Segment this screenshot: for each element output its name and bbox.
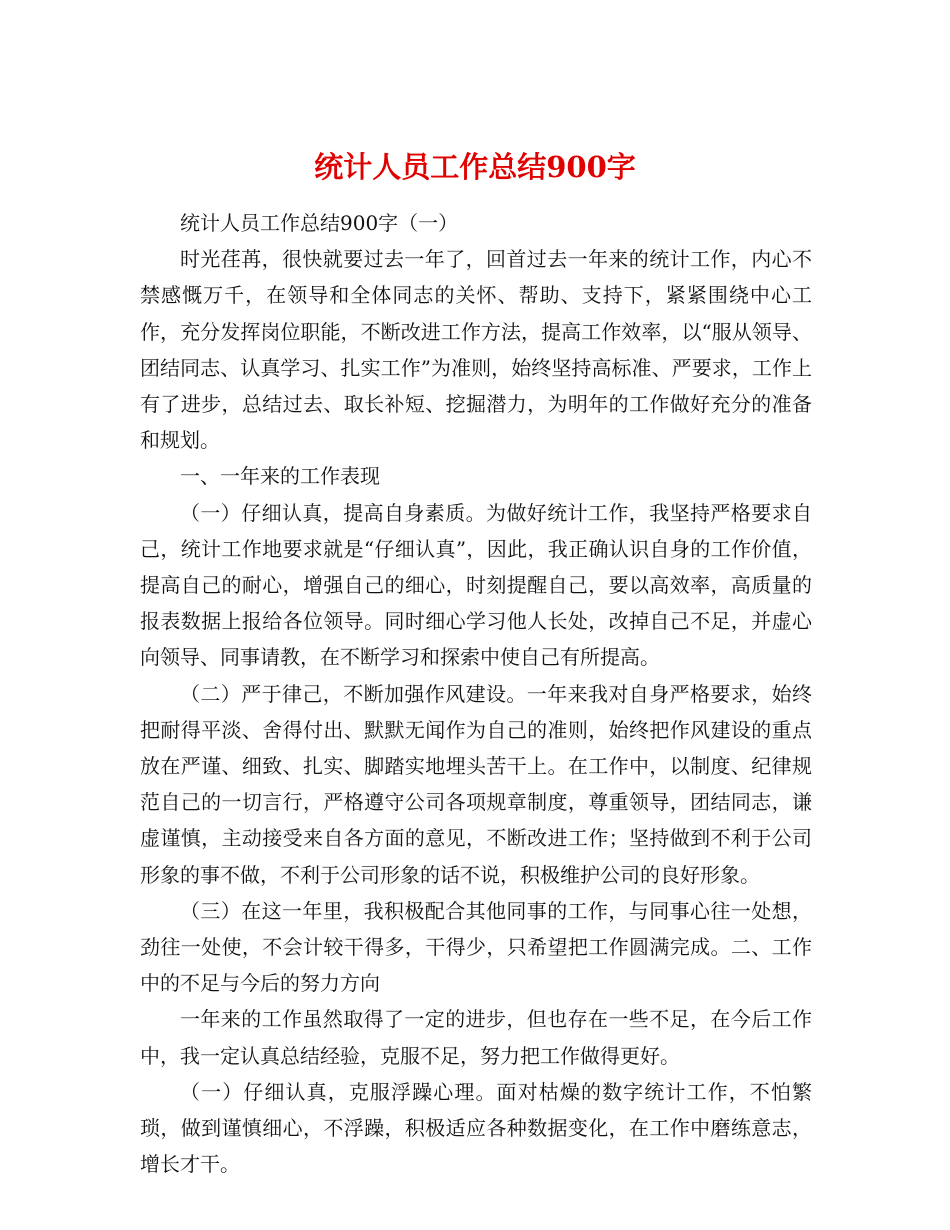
paragraph: 时光荏苒，很快就要过去一年了，回首过去一年来的统计工作，内心不禁感慨万千，在领导和全体同志的关怀、帮助、支持下，紧紧围绕中心工作，充分发挥岗位职能，不断改进工作方法，提高工作效率，以“服从领导、团结同志、认真学习、扎实工作”为准则，始终坚持高标准、严要求，工作上有了进步，总结过去、取长补短、挖掘潜力，为明年的工作做好充分的准备和规划。 [140,247,812,453]
paragraph: （二）严于律己，不断加强作风建设。一年来我对自身严格要求，始终把耐得平淡、舍得付出、默默无闻作为自己的准则，始终把作风建设的重点放在严谨、细致、扎实、脚踏实地埋头苦干上。在工作中，以制度、纪律规范自己的一切言行，严格遵守公司各项规章制度，尊重领导，团结同志，谦虚谨慎，主动接受来自各方面的意见，不断改进工作；坚持做到不利于公司形象的事不做，不利于公司形象的话不说，积极维护公司的良好形象。 [140,681,812,887]
document-body [140,205,812,1182]
section-heading: 一、一年来的工作表现 [180,464,380,489]
paragraph: 一年来的工作虽然取得了一定的进步，但也存在一些不足，在今后工作中，我一定认真总结经验，克服不足，努力把工作做得更好。 [140,1007,812,1068]
paragraph: （一）仔细认真，克服浮躁心理。面对枯燥的数字统计工作，不怕繁琐，做到谨慎细心，不浮躁，积极适应各种数据变化，在工作中磨练意志，增长才干。 [140,1079,812,1177]
document-title: 统计人员工作总结900字 [314,150,636,185]
section-heading: 统计人员工作总结900字（一） [180,211,459,235]
paragraph: （一）仔细认真，提高自身素质。为做好统计工作，我坚持严格要求自己，统计工作地要求就是“仔细认真”，因此，我正确认识自身的工作价值，提高自己的耐心，增强自己的细心，时刻提醒自己，要以高效率，高质量的报表数据上报给各位领导。同时细心学习他人长处，改掉自己不足，并虚心向领导、同事请教，在不断学习和探索中使自己有所提高。 [140,500,812,670]
paragraph: （三）在这一年里，我积极配合其他同事的工作，与同事心往一处想，劲往一处使，不会计较干得多，干得少，只希望把工作圆满完成。二、工作中的不足与今后的努力方向 [140,898,812,996]
